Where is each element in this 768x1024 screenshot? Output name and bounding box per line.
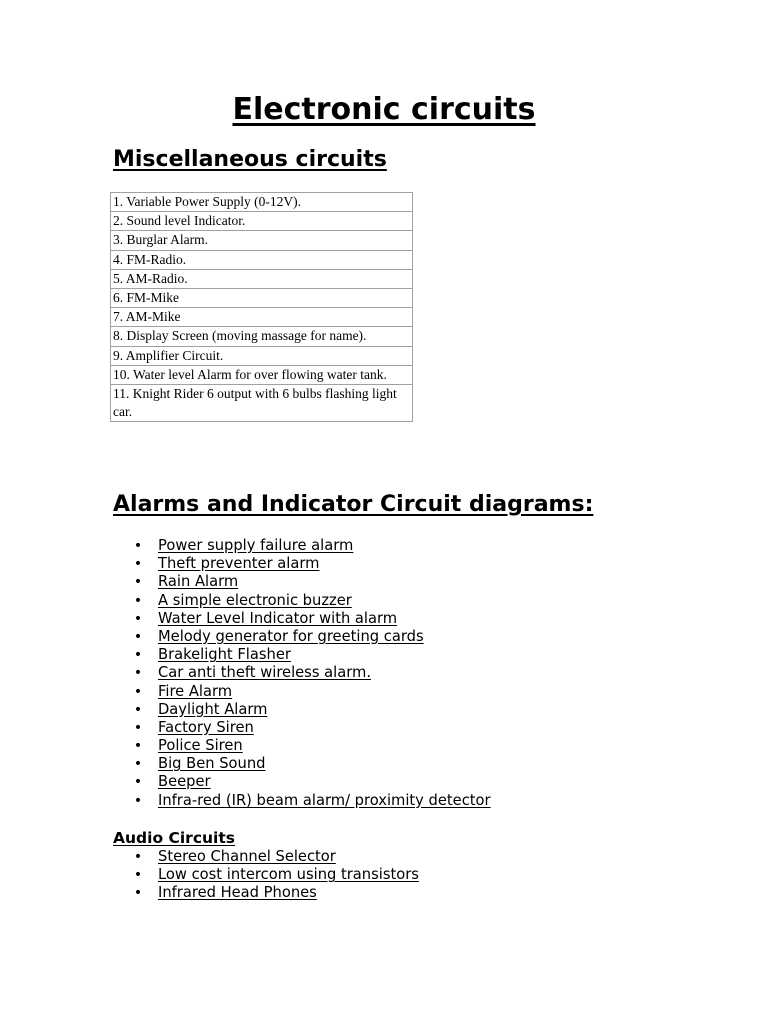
alarm-circuit-link[interactable]: Theft preventer alarm	[158, 555, 320, 573]
list-item	[113, 683, 491, 701]
bullet-icon: •	[133, 774, 143, 791]
alarm-circuit-link[interactable]: Infra-red (IR) beam alarm/ proximity detector	[158, 791, 491, 809]
table-cell: 1. Variable Power Supply (0-12V).	[111, 193, 413, 212]
alarm-circuit-link[interactable]: Fire Alarm	[158, 682, 233, 700]
alarm-circuit-link[interactable]: Car anti theft wireless alarm.	[158, 664, 371, 682]
list-item	[113, 592, 491, 610]
alarm-circuit-link[interactable]: Big Ben Sound	[158, 755, 266, 773]
alarms-circuit-list	[113, 537, 491, 810]
bullet-icon: •	[133, 701, 143, 718]
audio-circuit-link[interactable]: Stereo Channel Selector	[158, 848, 336, 865]
alarm-circuit-link[interactable]: Brakelight Flasher	[158, 646, 291, 664]
audio-circuit-list	[113, 848, 419, 903]
table-cell: 2. Sound level Indicator.	[111, 212, 413, 231]
table-row	[111, 365, 413, 384]
alarm-circuit-link[interactable]: Melody generator for greeting cards	[158, 627, 424, 645]
table-row	[111, 212, 413, 231]
table-cell: 3. Burglar Alarm.	[111, 231, 413, 250]
bullet-icon: •	[133, 665, 143, 682]
bullet-icon: •	[133, 849, 143, 865]
table-row	[111, 327, 413, 346]
bullet-icon: •	[133, 556, 143, 573]
list-item	[113, 701, 491, 719]
table-row	[111, 346, 413, 365]
bullet-icon: •	[133, 683, 143, 700]
table-cell: 6. FM-Mike	[111, 289, 413, 308]
bullet-icon: •	[133, 756, 143, 773]
table-row	[111, 269, 413, 288]
list-item	[113, 884, 419, 902]
misc-circuits-heading: Miscellaneous circuits	[113, 147, 387, 172]
table-row	[111, 193, 413, 212]
list-item	[113, 646, 491, 664]
alarm-circuit-link[interactable]: Water Level Indicator with alarm	[158, 609, 398, 627]
alarms-indicator-heading: Alarms and Indicator Circuit diagrams:	[113, 492, 594, 517]
list-item	[113, 773, 491, 791]
bullet-icon: •	[133, 647, 143, 664]
alarm-circuit-link[interactable]: A simple electronic buzzer	[158, 591, 352, 609]
bullet-icon: •	[133, 610, 143, 627]
bullet-icon: •	[133, 538, 143, 554]
table-cell: 7. AM-Mike	[111, 308, 413, 327]
alarm-circuit-link[interactable]: Police Siren	[158, 737, 243, 755]
list-item	[113, 537, 491, 555]
audio-circuit-link[interactable]: Low cost intercom using transistors	[158, 866, 419, 884]
list-item	[113, 848, 419, 866]
bullet-icon: •	[133, 628, 143, 645]
table-cell: 11. Knight Rider 6 output with 6 bulbs flashing light car.	[111, 385, 413, 422]
list-item	[113, 573, 491, 591]
bullet-icon: •	[133, 719, 143, 736]
audio-circuits-heading: Audio Circuits	[113, 829, 235, 847]
table-row	[111, 289, 413, 308]
bullet-icon: •	[133, 792, 143, 809]
list-item	[113, 792, 491, 810]
table-row	[111, 385, 413, 422]
list-item	[113, 664, 491, 682]
bullet-icon: •	[133, 592, 143, 609]
alarm-circuit-link[interactable]: Rain Alarm	[158, 573, 239, 591]
list-item	[113, 737, 491, 755]
table-cell: 4. FM-Radio.	[111, 250, 413, 269]
alarm-circuit-link[interactable]: Factory Siren	[158, 718, 254, 736]
table-cell: 10. Water level Alarm for over flowing water tank.	[111, 365, 413, 384]
list-item	[113, 628, 491, 646]
table-row	[111, 231, 413, 250]
misc-circuits-table	[110, 192, 413, 422]
alarm-circuit-link[interactable]: Power supply failure alarm	[158, 537, 354, 554]
bullet-icon: •	[133, 574, 143, 591]
list-item	[113, 555, 491, 573]
list-item	[113, 610, 491, 628]
bullet-icon: •	[133, 885, 143, 902]
alarm-circuit-link[interactable]: Daylight Alarm	[158, 700, 268, 718]
table-row	[111, 308, 413, 327]
list-item	[113, 719, 491, 737]
table-cell: 8. Display Screen (moving massage for name).	[111, 327, 413, 346]
page-title: Electronic circuits	[232, 92, 536, 127]
audio-circuit-link[interactable]: Infrared Head Phones	[158, 884, 317, 902]
table-cell: 5. AM-Radio.	[111, 269, 413, 288]
bullet-icon: •	[133, 738, 143, 755]
list-item	[113, 866, 419, 884]
table-row	[111, 250, 413, 269]
table-cell: 9. Amplifier Circuit.	[111, 346, 413, 365]
bullet-icon: •	[133, 867, 143, 884]
alarm-circuit-link[interactable]: Beeper	[158, 773, 211, 791]
list-item	[113, 755, 491, 773]
